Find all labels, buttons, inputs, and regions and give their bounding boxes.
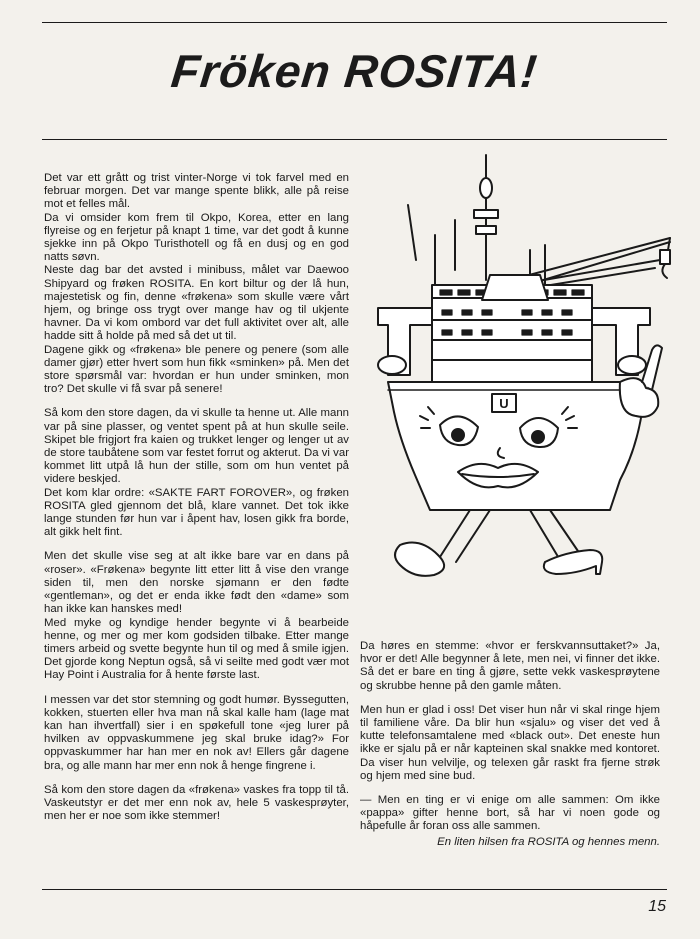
page-number: 15 — [648, 898, 666, 915]
paragraph: Så kom den store dagen, da vi skulle ta henne ut. Alle mann var på sine plasser, og ventet spent på at hun skulle seile. Skipet ble frigjort fra kaien og trukket lenger og lenger ut av de store taubåtene som var festet forrut og akterut. Da vi var kommet litt utpå lå hun der stille, som om hun ventet på videre beskjed. — [44, 407, 349, 486]
right-shoe — [544, 550, 602, 574]
funnel — [482, 275, 548, 300]
hull-face — [388, 382, 650, 510]
top-rule — [42, 22, 667, 23]
title-rule — [42, 139, 667, 140]
paragraph: — Men en ting er vi enige om alle sammen: Om ikke «pappa» gifter henne bort, så har vi noen gode og håpefulle år foran oss alle sammen. — [360, 794, 660, 833]
ship-cartoon-illustration — [370, 150, 680, 620]
paragraph: Men det skulle vise seg at alt ikke bare var en dans på «roser». «Frøkena» begynte litt etter litt å vise den vrange siden til, men den norske sjømann er den fødte «gentleman», og det er enda ikke født den «dame» som han ikke kan hanskes med! — [44, 550, 349, 616]
paragraph: Det kom klar ordre: «SAKTE FART FOROVER», og frøken ROSITA gled gjennom det blå, klare vannet. Det tok ikke lange stunden før hun var i åpent hav, losen gikk fra borde, alt gikk helt fint. — [44, 486, 349, 539]
article-title: Fröken ROSITA! — [168, 45, 541, 97]
left-column — [44, 172, 349, 834]
signature: En liten hilsen fra ROSITA og hennes menn. — [437, 835, 660, 848]
paragraph: Så kom den store dagen da «frøkena» vaskes fra topp til tå. Vaskeutstyr er det mer enn nok av, hele 5 vaskesprøyter, men her er noe som ikke stemmer! — [44, 783, 349, 823]
right-column — [360, 640, 660, 860]
left-shoe — [395, 543, 444, 576]
paragraph: Med myke og kyndige hender begynte vi å bearbeide henne, og mer og mer kom godsiden tilbake. Etter mange timers arbeid og svette begynte hun til og med å smile igjen. Det gjorde kong Neptun også, så vi seilte med godt vær mot Hay Point i Australia for å hente første last. — [44, 616, 349, 682]
paragraph: I messen var det stor stemning og godt humør. Byssegutten, kokken, stuerten eller hva man nå skal kalle ham (lage mat kan han ihvertfall) sier i en spøkefull tone «jeg lurer på hvilken av oppvaskummene jeg skal bruke idag?» For oppvaskummer har han mer en nok av! Ellers går dagene bra, og alle mann har mer enn nok å henge fingrene i. — [44, 693, 349, 772]
paragraph: Det var ett grått og trist vinter-Norge vi tok farvel med en februar morgen. Det var mange spente blikk, alle på reise mot et felles mål. — [44, 172, 349, 211]
bottom-rule — [42, 889, 667, 890]
funnel-emblem-letter: U — [499, 396, 509, 411]
mast-top-light — [480, 178, 492, 198]
paragraph: Da vi omsider kom frem til Okpo, Korea, etter en lang flyreise og en ferjetur på knapt 1 time, var det godt å kunne sjekke inn på Okpo Turisthotell og få en dusj og en god natts søvn. — [44, 211, 349, 264]
paragraph: Men hun er glad i oss! Det viser hun når vi skal ringe hjem til familiene våre. Da blir hun «sjalu» og viser det ved å kutte telefonsamtalene med «black out». Det eneste hun ikke er sjalu på er når kapteinen skal snakke med kontoret. Da viser hun velvilje, og telexen går raskt fra fjerne strøk og hjem med sine bud. — [360, 703, 660, 782]
paragraph: Neste dag bar det avsted i minibuss, målet var Daewoo Shipyard og frøken ROSITA. En kort biltur og der lå hun, majestetisk og fin, denne «frøkena» som skulle være vårt hjem, og bringe oss trygt over mange hav og til ukjente havner. Da vi kom ombord var det full aktivitet over alt, alle hadde sitt å holde på med så det ut til. — [44, 264, 349, 343]
left-leg — [438, 510, 490, 562]
paragraph: Da høres en stemme: «hvor er ferskvannsuttaket?» Ja, hvor er det! Alle begynner å lete, men nei, vi finner det ikke. Så det er bare en ting å gjøre, sette vekk vaskesprøytene og skrubbe henne på den gamle måten. — [360, 640, 660, 692]
paragraph: Dagene gikk og «frøkena» ble penere og penere (som alle damer gjør) etter hvert som hun fikk «sminken» på. Men det store spørsmål var: hvordan er hun under sminken, mon tro? Det skulle vi få svar på senere! — [44, 343, 349, 396]
